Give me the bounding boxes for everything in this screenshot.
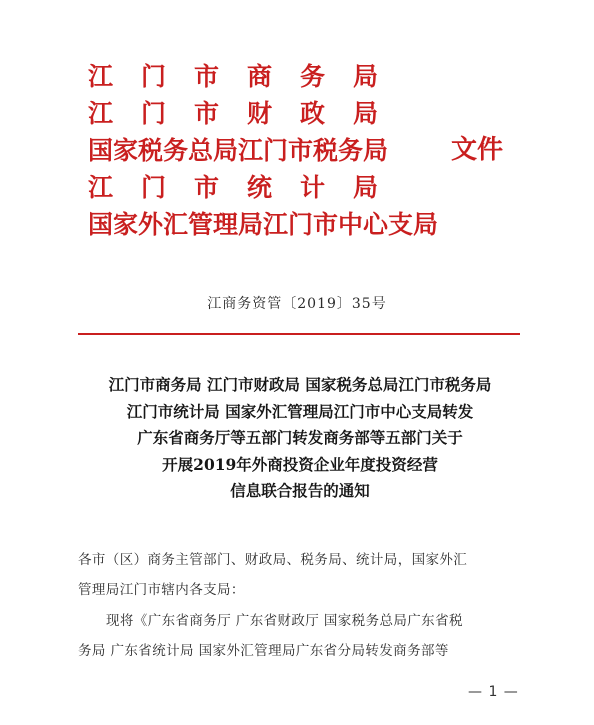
title-line: 江门市统计局 国家外汇管理局江门市中心支局转发 bbox=[126, 401, 474, 421]
issuer-row-1 bbox=[88, 58, 528, 95]
file-label: 文件 bbox=[451, 135, 504, 165]
body-line: 务局 广东省统计局 国家外汇管理局广东省分局转发商务部等 bbox=[78, 643, 449, 659]
issuer-name: 江门市统计局 bbox=[88, 173, 407, 202]
issuer-row-3 bbox=[88, 132, 528, 169]
body-line: 各市（区）商务主管部门、财政局、税务局、统计局，国家外汇 bbox=[78, 552, 468, 568]
document-number: 江商务资管〔2019〕35号 bbox=[207, 296, 387, 312]
issuer-row-4 bbox=[88, 169, 528, 206]
issuer-row-2 bbox=[88, 95, 528, 132]
body-line: 管理局江门市辖内各支局： bbox=[78, 582, 245, 598]
title-line: 开展2019年外商投资企业年度投资经营 bbox=[162, 454, 438, 474]
issuer-name: 国家税务总局江门市税务局 bbox=[88, 136, 389, 165]
body-line: 现将《广东省商务厅 广东省财政厅 国家税务总局广东省税 bbox=[106, 613, 463, 629]
red-separator-line bbox=[78, 333, 520, 335]
issuer-name: 国家外汇管理局江门市中心支局 bbox=[88, 210, 439, 239]
issuer-block bbox=[88, 58, 528, 243]
title-line: 江门市商务局 江门市财政局 国家税务总局江门市税务局 bbox=[108, 375, 492, 394]
title-line: 信息联合报告的通知 bbox=[230, 481, 370, 500]
issuer-row-5 bbox=[88, 206, 528, 243]
page-number: — 1 — bbox=[468, 684, 519, 700]
document-title bbox=[60, 372, 540, 505]
issuer-name: 江门市商务局 bbox=[88, 62, 407, 91]
issuer-name: 江门市财政局 bbox=[88, 99, 407, 128]
title-line: 广东省商务厅等五部门转发商务部等五部门关于 bbox=[137, 428, 463, 447]
